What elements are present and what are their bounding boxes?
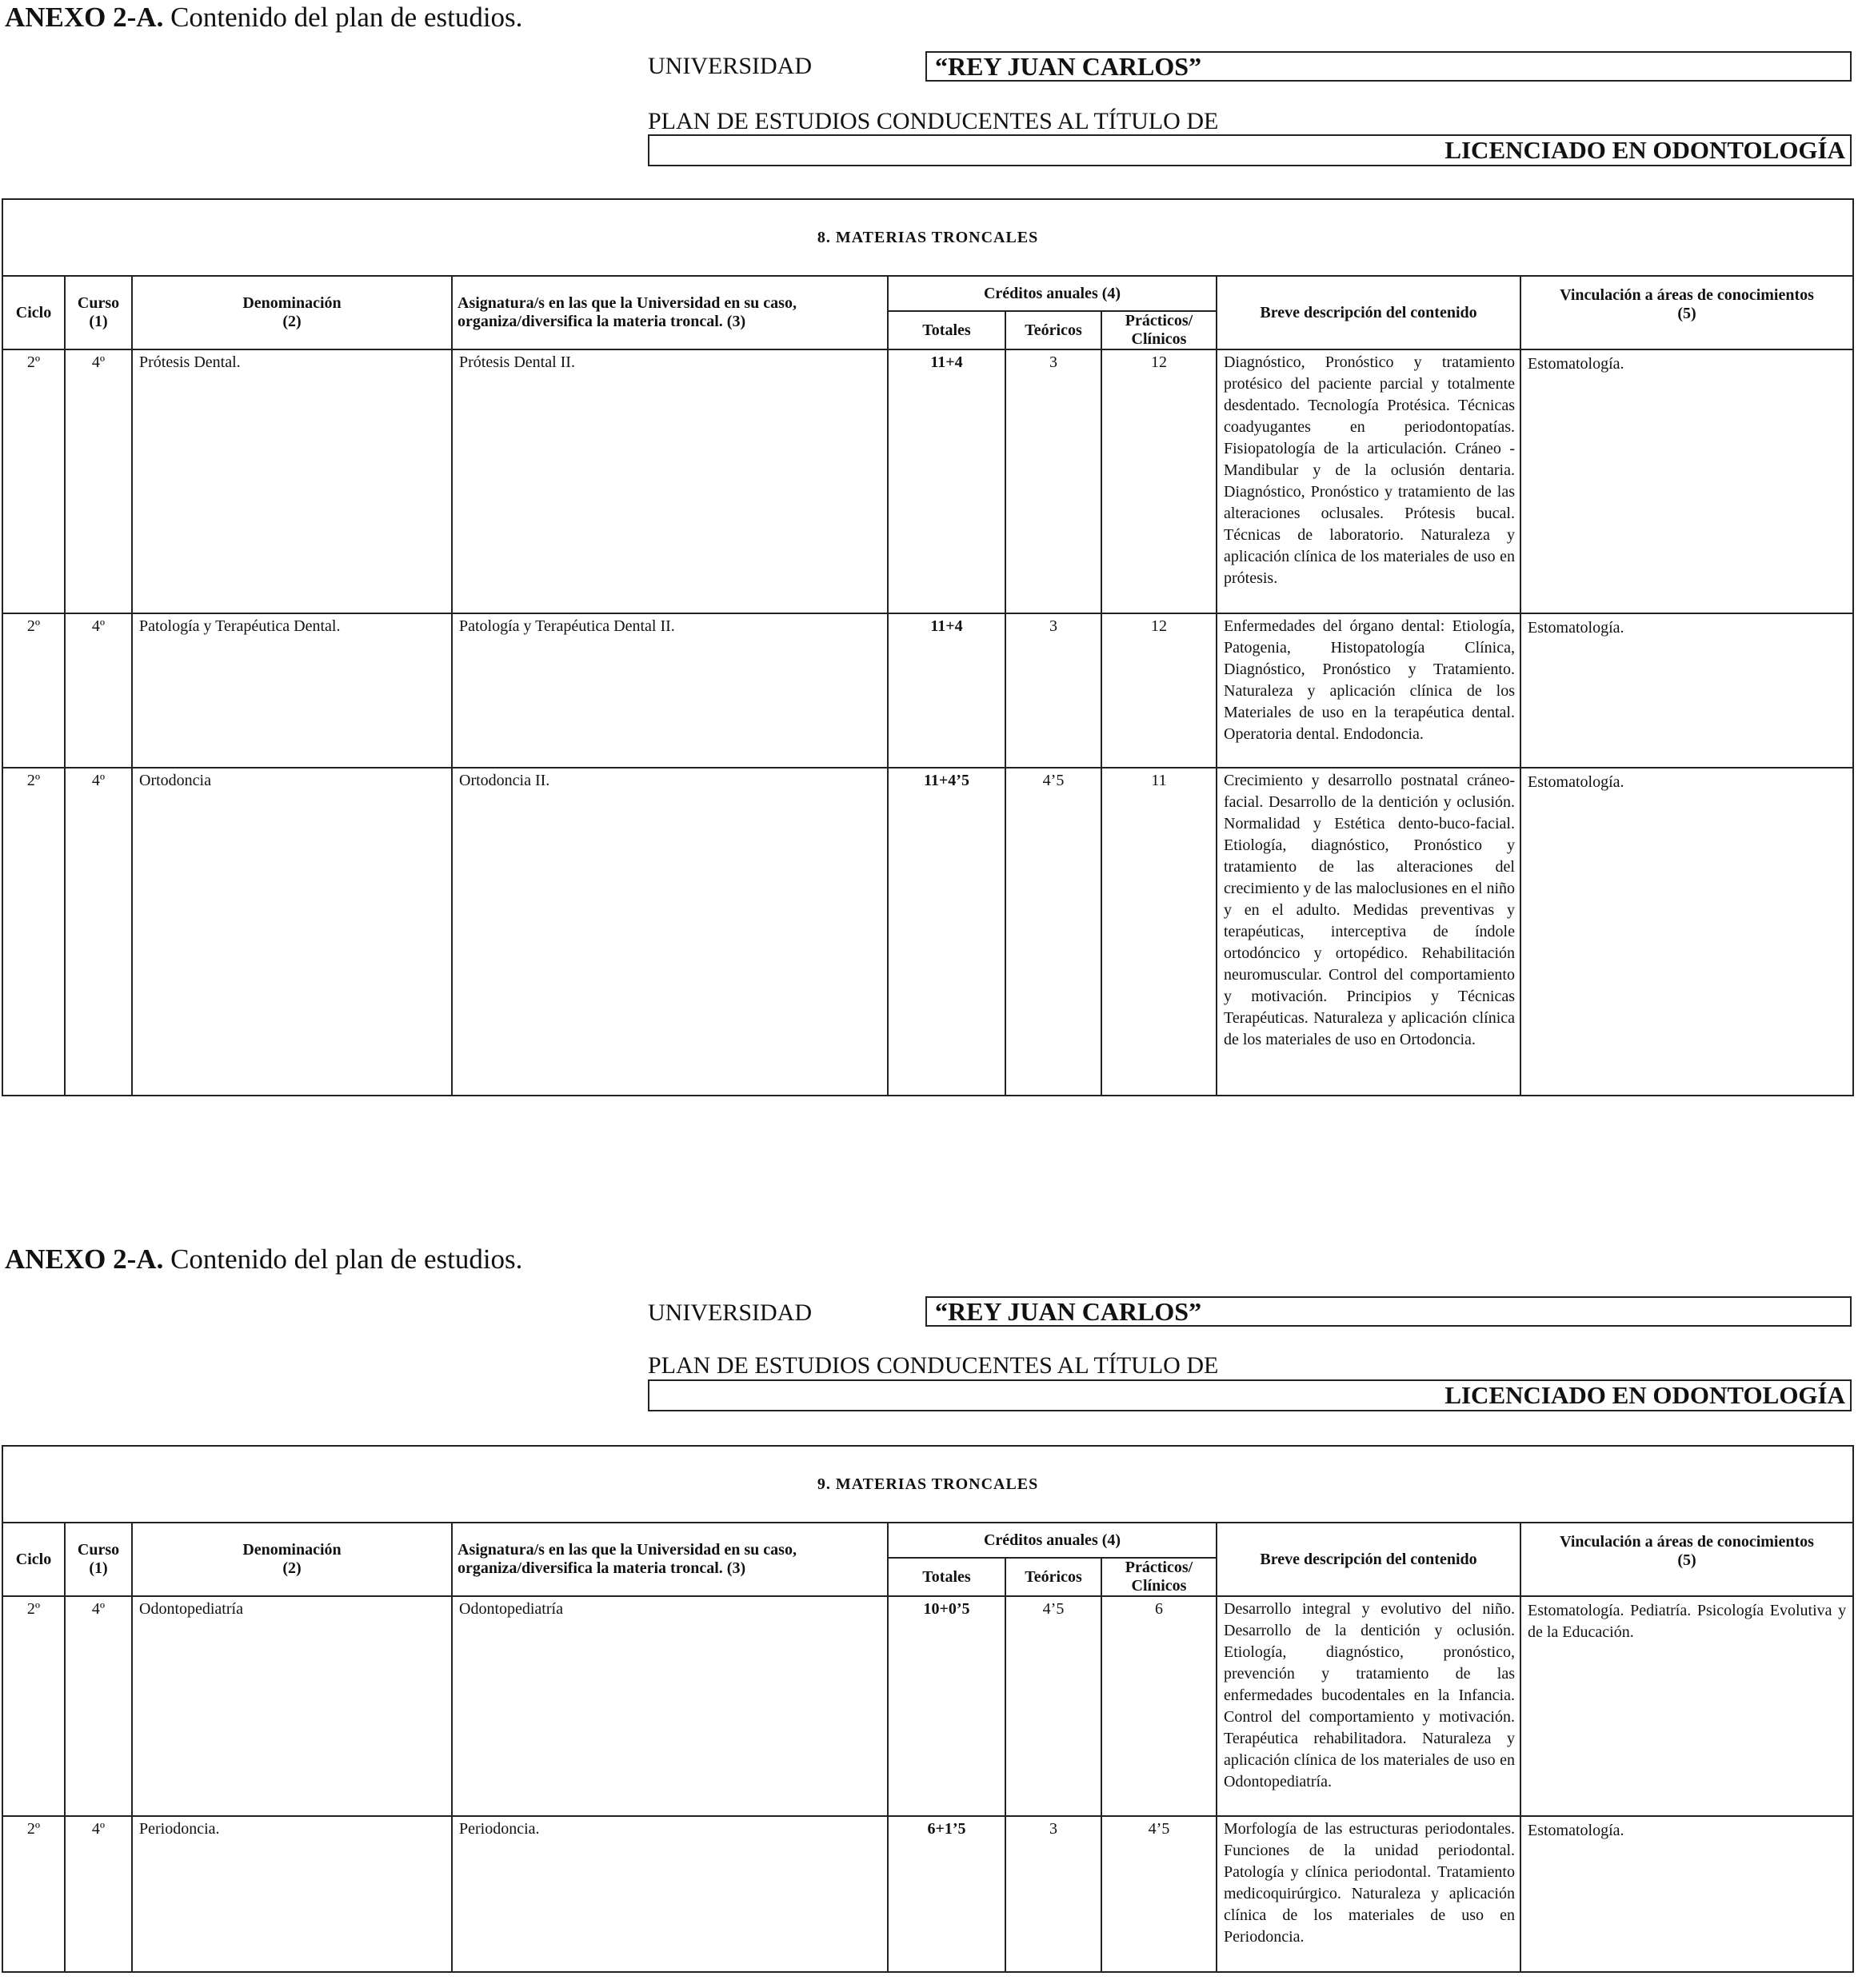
header-vinculacion: Vinculación a áreas de conocimientos (5) [1520,276,1853,349]
table-row [2,349,1853,613]
cell-ciclo: 2º [2,1596,65,1816]
anexo-label: ANEXO 2-A. [5,2,164,33]
table-row [2,613,1853,768]
cell-curso: 4º [65,1596,132,1816]
cell-ciclo: 2º [2,768,65,1096]
header-totales: Totales [888,1558,1005,1596]
header-curso: Curso (1) [65,276,132,349]
materias-troncales-table [2,198,1854,1096]
plan-label: PLAN DE ESTUDIOS CONDUCENTES AL TÍTULO DE [648,108,1219,134]
universidad-label: UNIVERSIDAD [648,1299,812,1326]
anexo-heading [5,2,522,34]
cell-descripcion: Desarrollo integral y evolutivo del niño. Desarrollo de la dentición y oclusión. Etiología, diagnóstico, pronóstico, prevención y tratamiento de las enfermedades bucodentales en la Infancia. Control del comportamiento y motivación. Terapéutica rehabilitadora. Naturaleza y aplicación clínica de los materiales de uso en Odontopediatría. [1217,1596,1520,1816]
cell-curso: 4º [65,1816,132,1972]
cell-denominacion: Patología y Terapéutica Dental. [132,613,452,768]
cell-vinculacion: Estomatología. [1520,1816,1853,1972]
cell-totales: 6+1’5 [888,1816,1005,1972]
cell-curso: 4º [65,349,132,613]
cell-curso: 4º [65,613,132,768]
table-row [2,1596,1853,1816]
cell-practicos: 12 [1101,613,1217,768]
cell-denominacion: Prótesis Dental. [132,349,452,613]
anexo-subtitle: Contenido del plan de estudios. [163,2,523,33]
cell-asignatura: Odontopediatría [452,1596,888,1816]
cell-totales: 10+0’5 [888,1596,1005,1816]
header-creditos: Créditos anuales (4) [888,1523,1217,1558]
cell-totales: 11+4’5 [888,768,1005,1096]
cell-descripcion: Crecimiento y desarrollo postnatal cráneo-facial. Desarrollo de la dentición y oclusión. Normalidad y Estética dento-buco-facial. Etiología, diagnóstico, Pronóstico y tratamiento de las alteraciones del crecimiento y de las maloclusiones en el niño y en el adulto. Medidas preventivas y terapéuticas, interceptiva de índole ortodóncico y ortopédico. Rehabilitación neuromuscular. Control del comportamiento y motivación. Principios y Técnicas Terapéuticas. Naturaleza y aplicación clínica de los materiales de uso en Ortodoncia. [1217,768,1520,1096]
titulo-field: LICENCIADO EN ODONTOLOGÍA [648,1379,1852,1411]
table-title: 8. MATERIAS TRONCALES [2,199,1853,276]
cell-teoricos: 3 [1005,1816,1101,1972]
cell-descripcion: Enfermedades del órgano dental: Etiología, Patogenia, Histopatología Clínica, Diagnóstico, Pronóstico y Tratamiento. Naturaleza y aplicación clínica de los Materiales de uso en la terapéutica dental. Operatoria dental. Endodoncia. [1217,613,1520,768]
cell-teoricos: 3 [1005,349,1101,613]
cell-vinculacion: Estomatología. Pediatría. Psicología Evolutiva y de la Educación. [1520,1596,1853,1816]
cell-teoricos: 4’5 [1005,768,1101,1096]
cell-teoricos: 3 [1005,613,1101,768]
materias-troncales-table [2,1445,1854,1973]
header-descripcion: Breve descripción del contenido [1217,276,1520,349]
header-totales: Totales [888,311,1005,349]
header-vinculacion: Vinculación a áreas de conocimientos (5) [1520,1523,1853,1596]
cell-ciclo: 2º [2,349,65,613]
header-practicos: Prácticos/ Clínicos [1101,311,1217,349]
cell-asignatura: Periodoncia. [452,1816,888,1972]
cell-curso: 4º [65,768,132,1096]
cell-descripcion: Diagnóstico, Pronóstico y tratamiento protésico del paciente parcial y totalmente desdentado. Tecnología Protésica. Técnicas coadyugantes en periodontopatías. Fisiopatología de la articulación. Cráneo - Mandibular y de la oclusión dentaria. Diagnóstico, Pronóstico y tratamiento de las alteraciones oclusales. Prótesis bucal. Técnicas de laboratorio. Naturaleza y aplicación clínica de los materiales de uso en prótesis. [1217,349,1520,613]
header-ciclo: Ciclo [2,276,65,349]
plan-label: PLAN DE ESTUDIOS CONDUCENTES AL TÍTULO DE [648,1352,1219,1379]
cell-denominacion: Odontopediatría [132,1596,452,1816]
cell-denominacion: Periodoncia. [132,1816,452,1972]
header-descripcion: Breve descripción del contenido [1217,1523,1520,1596]
universidad-field: “REY JUAN CARLOS” [925,51,1852,82]
header-teoricos: Teóricos [1005,1558,1101,1596]
cell-vinculacion: Estomatología. [1520,613,1853,768]
table-row [2,1816,1853,1972]
cell-totales: 11+4 [888,349,1005,613]
header-asignatura: Asignatura/s en las que la Universidad en su caso, organiza/diversifica la materia troncal. (3) [452,1523,888,1596]
cell-teoricos: 4’5 [1005,1596,1101,1816]
cell-denominacion: Ortodoncia [132,768,452,1096]
cell-vinculacion: Estomatología. [1520,349,1853,613]
anexo-subtitle: Contenido del plan de estudios. [163,1243,523,1275]
universidad-label: UNIVERSIDAD [648,53,812,79]
header-teoricos: Teóricos [1005,311,1101,349]
cell-asignatura: Ortodoncia II. [452,768,888,1096]
anexo-label: ANEXO 2-A. [5,1243,164,1275]
anexo-heading [5,1243,522,1275]
header-curso: Curso (1) [65,1523,132,1596]
header-denominacion: Denominación (2) [132,276,452,349]
titulo-field: LICENCIADO EN ODONTOLOGÍA [648,134,1852,166]
cell-practicos: 4’5 [1101,1816,1217,1972]
header-creditos: Créditos anuales (4) [888,276,1217,311]
header-asignatura: Asignatura/s en las que la Universidad en su caso, organiza/diversifica la materia troncal. (3) [452,276,888,349]
cell-ciclo: 2º [2,613,65,768]
cell-practicos: 12 [1101,349,1217,613]
header-ciclo: Ciclo [2,1523,65,1596]
cell-totales: 11+4 [888,613,1005,768]
cell-asignatura: Prótesis Dental II. [452,349,888,613]
cell-vinculacion: Estomatología. [1520,768,1853,1096]
cell-ciclo: 2º [2,1816,65,1972]
universidad-field: “REY JUAN CARLOS” [925,1296,1852,1327]
cell-practicos: 11 [1101,768,1217,1096]
cell-practicos: 6 [1101,1596,1217,1816]
table-title: 9. MATERIAS TRONCALES [2,1446,1853,1523]
header-denominacion: Denominación (2) [132,1523,452,1596]
cell-asignatura: Patología y Terapéutica Dental II. [452,613,888,768]
cell-descripcion: Morfología de las estructuras periodontales. Funciones de la unidad periodontal. Patología y clínica periodontal. Tratamiento medicoquirúrgico. Naturaleza y aplicación clínica de los materiales de uso en Periodoncia. [1217,1816,1520,1972]
header-practicos: Prácticos/ Clínicos [1101,1558,1217,1596]
table-row [2,768,1853,1096]
